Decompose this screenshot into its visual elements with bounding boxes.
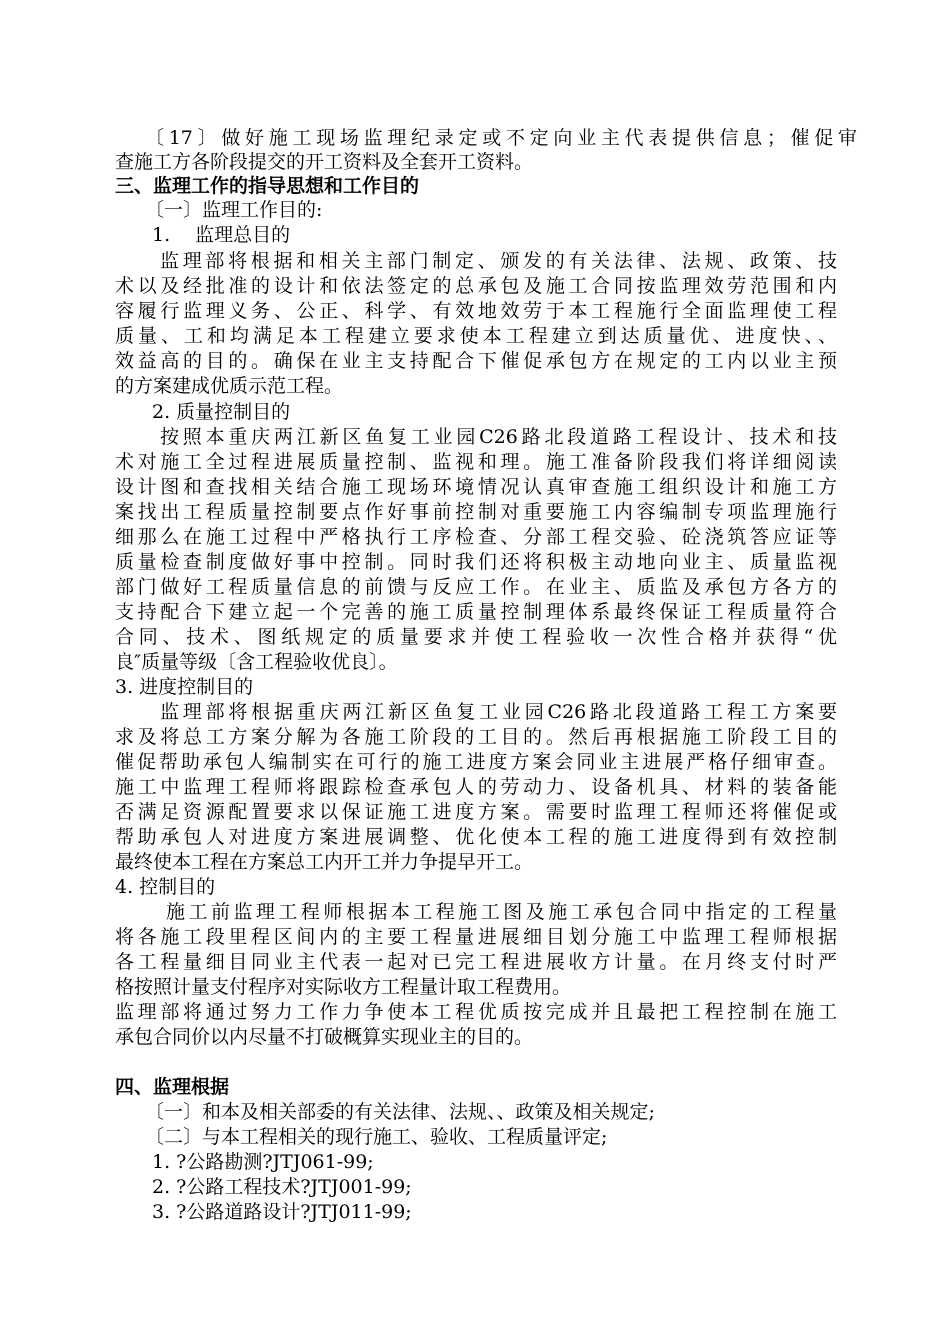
paragraph-line: 〔17〕做好施工现场监理纪录定或不定向业主代表提供信息；催促审 — [145, 127, 857, 149]
section-heading-4: 四、监理根据 — [115, 1076, 230, 1098]
paragraph-line: 监理部将根据重庆两江新区鱼复工业园C26路北段道路工程工方案要 — [160, 701, 837, 723]
paragraph-line: 施工中监理工程师将跟踪检查承包人的劳动力、设备机具、材料的装备能 — [115, 776, 837, 798]
paragraph-line: 容履行监理义务、公正、科学、有效地效劳于本工程施行全面监理使工程 — [115, 300, 837, 322]
list-item: 〔一〕和本及相关部委的有关法律、法规、、政策及相关规定; — [145, 1101, 655, 1123]
paragraph-line: 承包合同价以内尽量不打破概算实现业主的目的。 — [115, 1026, 534, 1048]
paragraph-line: 合同、技术、图纸规定的质量要求并使工程验收一次性合格并获得“优 — [115, 626, 837, 648]
list-item: 1. ?公路勘测?JTJ061-99; — [152, 1151, 374, 1173]
item-heading: 2. 质量控制目的 — [152, 401, 291, 423]
paragraph-line: 质量、工和均满足本工程建立要求使本工程建立到达质量优、进度快、、 — [115, 325, 837, 347]
paragraph-line: 设计图和查找相关结合施工现场环境情况认真审查施工组织设计和施工方 — [115, 476, 837, 498]
item-heading: 1. 监理总目的 — [152, 224, 291, 246]
paragraph-line: 否满足资源配置要求以保证施工进度方案。需要时监理工程师还将催促或 — [115, 801, 837, 823]
paragraph-line: 良″质量等级〔含工程验收优良〕。 — [115, 651, 398, 673]
paragraph-line: 施工前监理工程师根据本工程施工图及施工承包合同中指定的工程量 — [166, 901, 837, 923]
paragraph-line: 催促帮助承包人编制实在可行的施工进度方案会同业主进展严格仔细审查。 — [115, 751, 837, 773]
paragraph-line: 查施工方各阶段提交的开工资料及全套开工资料。 — [115, 151, 534, 173]
item-heading: 3. 进度控制目的 — [115, 676, 254, 698]
paragraph-line: 细那么在施工过程中严格执行工序检查、分部工程交验、砼浇筑答应证等 — [115, 526, 837, 548]
paragraph-line: 监理部将通过努力工作力争使本工程优质按完成并且最把工程控制在施工 — [115, 1001, 837, 1023]
paragraph-line: 部门做好工程质量信息的前馈与反应工作。在业主、质监及承包方各方的 — [115, 576, 837, 598]
paragraph-line: 案找出工程质量控制要点作好事前控制对重要施工内容编制专项监理施行 — [115, 501, 837, 523]
list-item: 2. ?公路工程技术?JTJ001-99; — [152, 1176, 412, 1198]
paragraph-line: 支持配合下建立起一个完善的施工质量控制理体系最终保证工程质量符合 — [115, 601, 837, 623]
list-item: 〔二〕与本工程相关的现行施工、验收、工程质量评定; — [145, 1126, 608, 1148]
paragraph-line: 质量检查制度做好事中控制。同时我们还将积极主动地向业主、质量监视 — [115, 551, 837, 573]
item-heading: 4. 控制目的 — [115, 876, 216, 898]
paragraph-line: 按照本重庆两江新区鱼复工业园C26路北段道路工程设计、技术和技 — [160, 426, 837, 448]
section-heading-3: 三、监理工作的指导思想和工作目的 — [115, 175, 420, 197]
paragraph-line: 各工程量细目同业主代表一起对已完工程进展收方计量。在月终支付时严 — [115, 951, 837, 973]
paragraph-line: 格按照计量支付程序对实际收方工程量计取工程费用。 — [115, 976, 572, 998]
paragraph-line: 术对施工全过程进展质量控制、监视和理。施工准备阶段我们将详细阅读 — [115, 451, 837, 473]
paragraph-line: 的方案建成优质示范工程。 — [115, 375, 344, 397]
paragraph-line: 求及将总工方案分解为各施工阶段的工目的。然后再根据施工阶段工目的 — [115, 726, 837, 748]
paragraph-line: 效益高的目的。确保在业主支持配合下催促承包方在规定的工内以业主预 — [115, 350, 837, 372]
paragraph-line: 帮助承包人对进度方案进展调整、优化使本工程的施工进度得到有效控制 — [115, 826, 837, 848]
paragraph-line: 将各施工段里程区间内的主要工程量进展细目划分施工中监理工程师根据 — [115, 926, 837, 948]
paragraph-line: 监理部将根据和相关主部门制定、颁发的有关法律、法规、政策、技 — [160, 250, 837, 272]
list-item: 3. ?公路道路设计?JTJ011-99; — [152, 1201, 412, 1223]
subsection-heading: 〔一〕监理工作目的: — [145, 199, 323, 221]
paragraph-line: 最终使本工程在方案总工内开工并力争提早开工。 — [115, 851, 534, 873]
paragraph-line: 术以及经批准的设计和依法签定的总承包及施工合同按监理效劳范围和内 — [115, 275, 837, 297]
